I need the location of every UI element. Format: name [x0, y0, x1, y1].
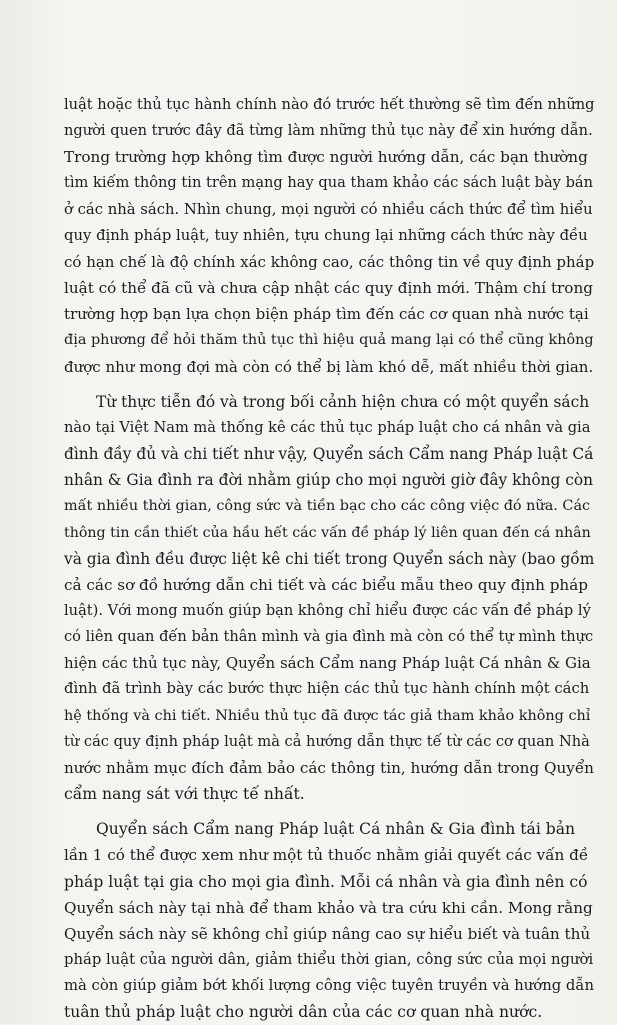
text-line: Quyển sách Cẩm nang Pháp luật Cá nhân & Gia đình tái bản — [96, 820, 576, 839]
text-line: tìm kiếm thông tin trên mạng hay qua tham khảo các sách luật bày bán — [64, 174, 594, 192]
text-line: người quen trước đây đã từng làm những thủ tục này để xin hướng dẫn. — [64, 122, 593, 140]
text-line: Trong trường hợp không tìm được người hướng dẫn, các bạn thường — [64, 148, 588, 167]
text-line: hiện các thủ tục này, Quyển sách Cẩm nang Pháp luật Cá nhân & Gia — [64, 654, 591, 673]
text-line: đình đã trình bày các bước thực hiện các thủ tục hành chính một cách — [64, 680, 590, 698]
text-line: đình đầy đủ và chi tiết như vậy, Quyển sách Cẩm nang Pháp luật Cá — [64, 445, 594, 464]
paragraph-3 — [64, 816, 594, 1025]
text-line: có hạn chế là độ chính xác không cao, các thông tin về quy định pháp — [64, 252, 595, 271]
text-line: tuân thủ pháp luật cho người dân của các cơ quan nhà nước. — [64, 1003, 543, 1022]
text-line: Quyển sách này tại nhà để tham khảo và tra cứu khi cần. Mong rằng — [64, 898, 593, 917]
text-line: được như mong đợi mà còn có thể bị làm khó dễ, mất nhiều thời gian. — [64, 357, 594, 376]
text-line: ở các nhà sách. Nhìn chung, mọi người có nhiều cách thức để tìm hiểu — [64, 200, 593, 218]
text-line: pháp luật tại gia cho mọi gia đình. Mỗi cá nhân và gia đình nên có — [64, 872, 588, 891]
text-line: nhân & Gia đình ra đời nhằm giúp cho mọi người giờ đây không còn — [64, 471, 594, 490]
text-line: có liên quan đến bản thân mình và gia đình mà còn có thể tự mình thực — [64, 628, 594, 646]
text-line: Từ thực tiễn đó và trong bối cảnh hiện chưa có một quyển sách — [96, 392, 590, 411]
paragraph-2 — [64, 389, 594, 808]
text-line: mất nhiều thời gian, công sức và tiền bạc cho các công việc đó nữa. Các — [64, 498, 591, 515]
text-line: từ các quy định pháp luật mà cả hướng dẫn thực tế từ các cơ quan Nhà — [64, 732, 590, 750]
paragraph-1 — [64, 92, 594, 380]
text-line: lần 1 có thể được xem như một tủ thuốc nhằm giải quyết các vấn đề — [64, 846, 589, 865]
text-line: luật). Với mong muốn giúp bạn không chỉ hiểu được các vấn đề pháp lý — [64, 601, 591, 619]
text-line: pháp luật của người dân, giảm thiểu thời gian, công sức của mọi người — [64, 951, 594, 968]
text-line: cẩm nang sát với thực tế nhất. — [64, 785, 305, 804]
text-line: thông tin cần thiết của hầu hết các vấn đề pháp lý liên quan đến cá nhân — [64, 524, 591, 541]
text-line: và gia đình đều được liệt kê chi tiết trong Quyển sách này (bao gồm — [64, 549, 595, 568]
text-line: luật có thể đã cũ và chưa cập nhật các quy định mới. Thậm chí trong — [64, 279, 593, 298]
text-line: Quyển sách này sẽ không chỉ giúp nâng cao sự hiểu biết và tuân thủ — [64, 924, 591, 943]
page-body-text — [64, 92, 594, 1025]
text-line: mà còn giúp giảm bớt khối lượng công việc tuyên truyền và hướng dẫn — [64, 977, 594, 995]
text-line: nào tại Việt Nam mà thống kê các thủ tục pháp luật cho cá nhân và gia — [64, 418, 591, 436]
text-line: nước nhằm mục đích đảm bảo các thông tin, hướng dẫn trong Quyển — [64, 758, 594, 777]
text-line: địa phương để hỏi thăm thủ tục thì hiệu quả mang lại có thể cũng không — [64, 332, 594, 349]
text-line: luật hoặc thủ tục hành chính nào đó trước hết thường sẽ tìm đến những — [64, 96, 595, 113]
text-line: cả các sơ đồ hướng dẫn chi tiết và các biểu mẫu theo quy định pháp — [64, 575, 588, 594]
text-line: hệ thống và chi tiết. Nhiều thủ tục đã được tác giả tham khảo không chỉ — [64, 707, 591, 724]
text-line: trường hợp bạn lựa chọn biện pháp tìm đến các cơ quan nhà nước tại — [64, 305, 589, 324]
text-line: quy định pháp luật, tuy nhiên, tựu chung lại những cách thức này đều — [64, 226, 588, 244]
